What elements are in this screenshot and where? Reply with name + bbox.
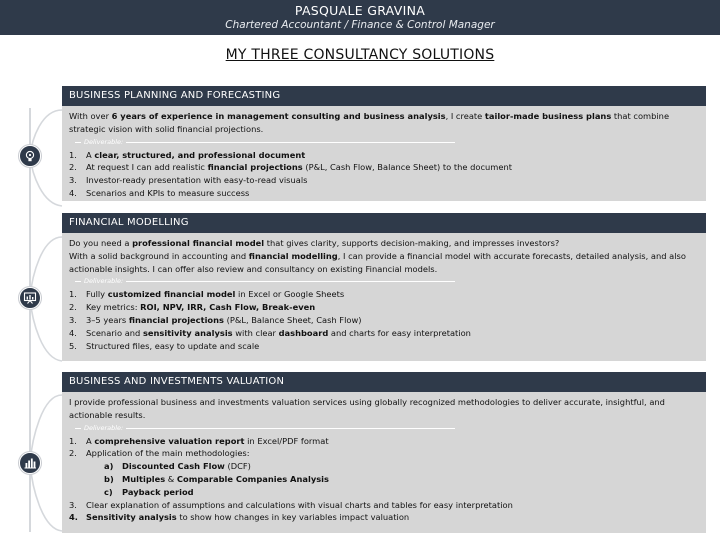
deliverable-label: Deliverable: [81, 422, 126, 434]
deliverable-divider [69, 422, 698, 435]
header-banner [0, 0, 720, 35]
sub-list-item: c) Payback period [104, 486, 194, 497]
section-heading: FINANCIAL MODELLING [62, 213, 706, 233]
list-item: 1. Fully customized financial model in Excel or Google Sheets [69, 289, 345, 300]
sub-list-item: b) Multiples & Comparable Companies Analysis [104, 473, 329, 484]
lightbulb-gear-icon [19, 145, 41, 167]
list-item: 2. Key metrics: ROI, NPV, IRR, Cash Flow, Break-even [69, 302, 316, 313]
section-heading: BUSINESS PLANNING AND FORECASTING [62, 86, 706, 106]
section-intro: With over 6 years of experience in management consulting and business analysis, I create tailor-made business plans that combine strategic vision with solid financial projections. [69, 111, 670, 134]
section-financial-modelling [62, 213, 706, 361]
deliverable-divider [69, 136, 698, 149]
section-intro-2: With a solid background in accounting and financial modelling, I can provide a financial model with accurate forecasts, detailed analysis, and also actionable insights. I can offer also review and consultancy on existing Financial models. [69, 250, 686, 274]
section-body [62, 233, 706, 361]
section-intro: Do you need a professional financial model that gives clarity, supports decision-making, and impresses investors? [69, 238, 560, 248]
list-item: 1. A comprehensive valuation report in Excel/PDF format [69, 435, 329, 446]
list-item: 1. A clear, structured, and professional document [69, 149, 306, 160]
section-business-planning [62, 86, 706, 201]
section-intro: I provide professional business and investments valuation services using globally recognized methodologies to deliver accurate, insightful, and actionable results. [69, 397, 665, 420]
sub-list-item: a) Discounted Cash Flow (DCF) [104, 461, 251, 472]
list-item: 2. Application of the main methodologies: [69, 448, 250, 459]
list-item: 4. Scenarios and KPIs to measure success [69, 187, 250, 198]
list-item: 3. Clear explanation of assumptions and calculations with visual charts and tables for easy interpretation [69, 499, 513, 510]
presentation-chart-icon [19, 287, 41, 309]
list-item: 4. Scenario and sensitivity analysis with clear dashboard and charts for easy interpretation [69, 327, 471, 338]
list-item: 5. Structured files, easy to update and scale [69, 340, 260, 351]
section-heading: BUSINESS AND INVESTMENTS VALUATION [62, 372, 706, 392]
deliverable-label: Deliverable: [81, 136, 126, 148]
section-body [62, 106, 706, 201]
section-valuation [62, 372, 706, 533]
author-name: PASQUALE GRAVINA [294, 3, 426, 18]
list-item: 3. 3–5 years financial projections (P&L, Balance Sheet, Cash Flow) [69, 314, 362, 325]
bar-chart-icon [19, 452, 41, 474]
list-item: 2. At request I can add realistic financial projections (P&L, Cash Flow, Balance Sheet) to the document [69, 162, 512, 173]
list-item: 3. Investor-ready presentation with easy-to-read visuals [69, 175, 308, 186]
deliverable-label: Deliverable: [81, 275, 126, 287]
author-role: Chartered Accountant / Finance & Control Manager [225, 19, 495, 31]
page-title: MY THREE CONSULTANCY SOLUTIONS [225, 47, 495, 63]
section-body [62, 392, 706, 533]
list-item: 4. Sensitivity analysis to show how changes in key variables impact valuation [69, 512, 410, 523]
deliverable-divider [69, 275, 698, 288]
